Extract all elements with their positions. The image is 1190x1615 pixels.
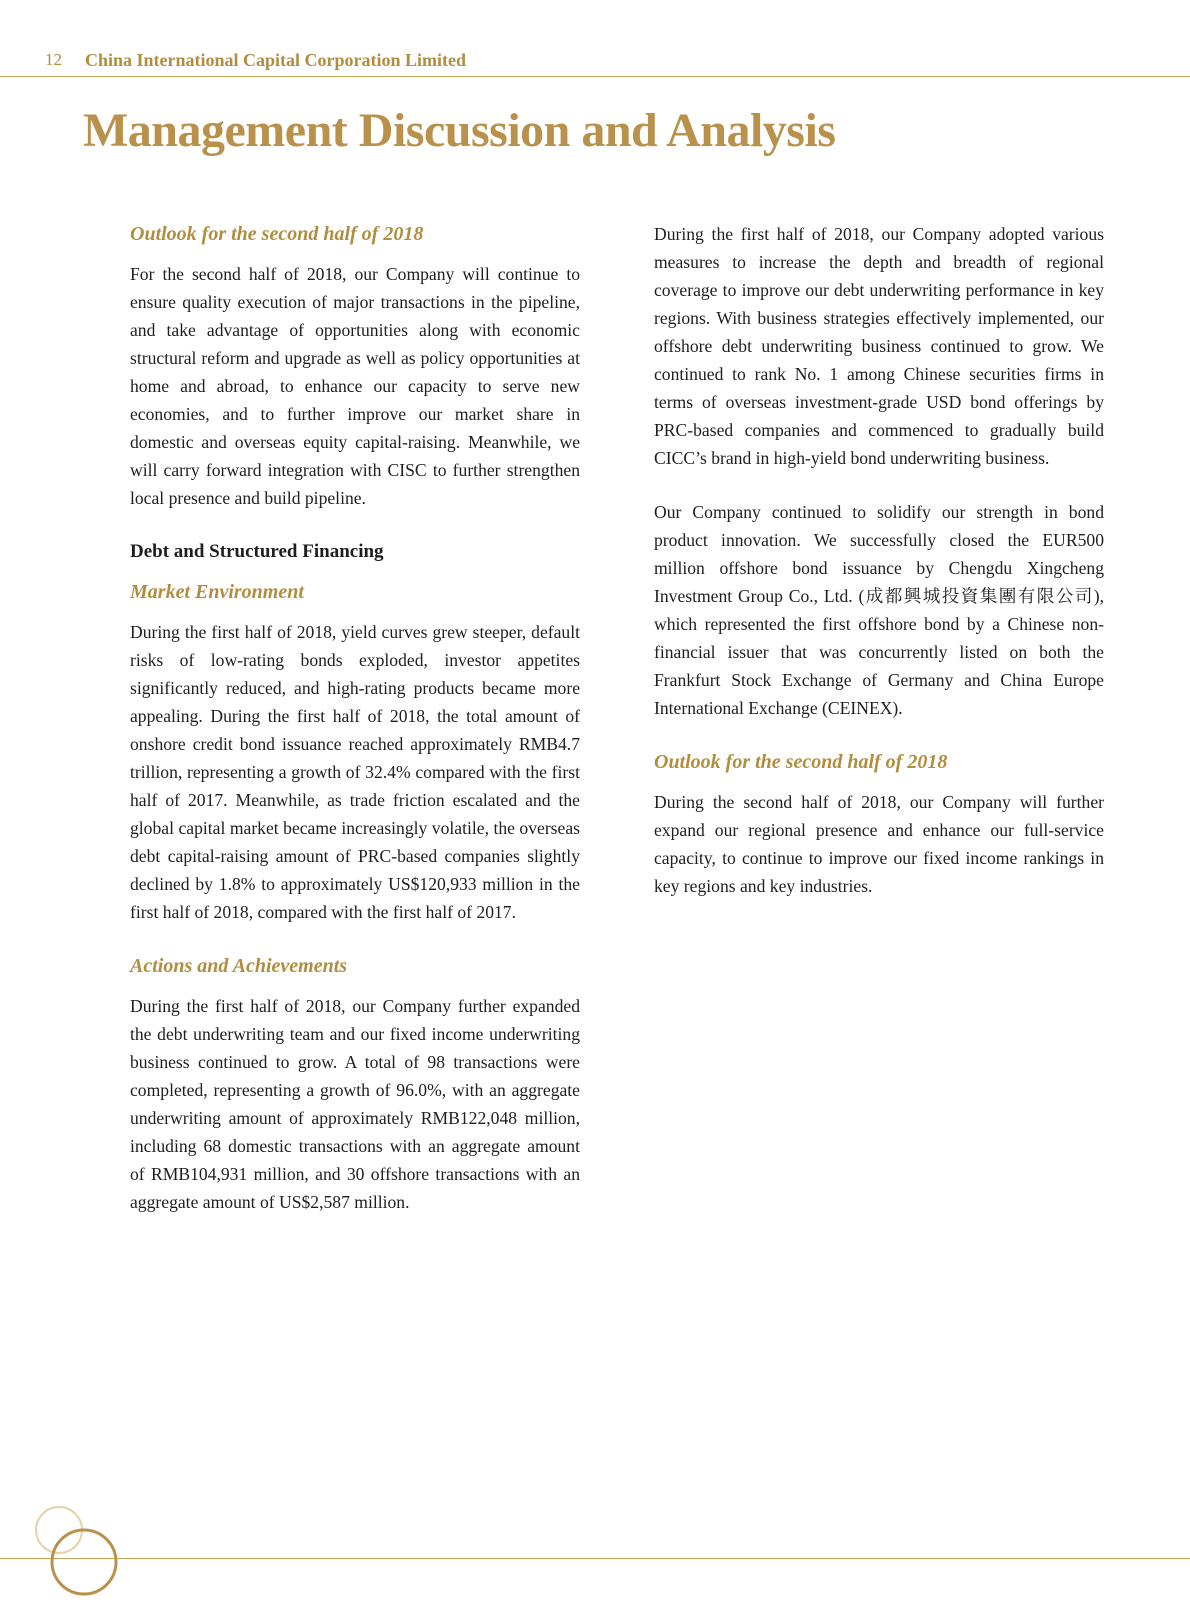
- actions-heading: Actions and Achievements: [130, 955, 348, 977]
- outlook-paragraph-left: For the second half of 2018, our Company will continue to ensure quality execution of major transactions in the pipeline, and take advantage of opportunities along with economic structural reform and upgrade as well as policy opportunities at home and abroad, to enhance our capacity to serve new economies, and to further improve our market share in domestic and overseas equity capital-raising. Meanwhile, we will carry forward integration with CISC to further strengthen local presence and build pipeline.: [130, 264, 580, 508]
- actions-paragraph: During the first half of 2018, our Company further expanded the debt underwriting team and our fixed income underwriting business continued to grow. A total of 98 transactions were completed, representing a growth of 96.0%, with an aggregate underwriting amount of approximately RMB122,048 million, including 68 domestic transactions with an aggregate amount of RMB104,931 million, and 30 offshore transactions with an aggregate amount of US$2,587 million.: [130, 996, 580, 1212]
- page-title: Management Discussion and Analysis: [83, 104, 836, 157]
- double-ring-icon: [30, 1505, 125, 1605]
- header-divider: [0, 76, 1190, 77]
- regional-coverage-paragraph: During the first half of 2018, our Company adopted various measures to increase the depth and breadth of regional coverage to improve our debt underwriting performance in key regions. With business strategies effectively implemented, our offshore debt underwriting business continued to grow. We continued to rank No. 1 among Chinese securities firms in terms of overseas investment-grade USD bond offerings by PRC-based companies and commenced to gradually build CICC’s brand in high-yield bond underwriting business.: [654, 224, 1104, 468]
- section-heading-debt: Debt and Structured Financing: [130, 541, 384, 562]
- footer-divider: [0, 1558, 1190, 1559]
- bond-innovation-paragraph: Our Company continued to solidify our strength in bond product innovation. We successfully closed the EUR500 million offshore bond issuance by Chengdu Xingcheng Investment Group Co., Ltd. (成都興城投資集團有限公司), which represented the first offshore bond by a Chinese non-financial issuer that was concurrently listed on both the Frankfurt Stock Exchange of Germany and China Europe International Exchange (CEINEX).: [654, 502, 1104, 718]
- outlook-heading-right: Outlook for the second half of 2018: [654, 751, 948, 773]
- market-environment-paragraph: During the first half of 2018, yield curves grew steeper, default risks of low-rating bonds exploded, investor appetites significantly reduced, and high-rating products became more appealing. During the first half of 2018, the total amount of onshore credit bond issuance reached approximately RMB4.7 trillion, representing a growth of 32.4% compared with the first half of 2017. Meanwhile, as trade friction escalated and the global capital market became increasingly volatile, the overseas debt capital-raising amount of PRC-based companies slightly declined by 1.8% to approximately US$120,933 million in the first half of 2018, compared with the first half of 2017.: [130, 622, 580, 922]
- page-header: [0, 0, 1190, 78]
- outlook-paragraph-right: During the second half of 2018, our Company will further expand our regional presence and enhance our full-service capacity, to continue to improve our fixed income rankings in key regions and key industries.: [654, 792, 1104, 896]
- company-name: China International Capital Corporation Limited: [85, 50, 467, 70]
- right-column: [654, 220, 1104, 900]
- page-number: 12: [45, 50, 62, 69]
- left-column: [130, 220, 580, 1216]
- market-environment-heading: Market Environment: [130, 581, 304, 603]
- outlook-heading-left: Outlook for the second half of 2018: [130, 223, 424, 245]
